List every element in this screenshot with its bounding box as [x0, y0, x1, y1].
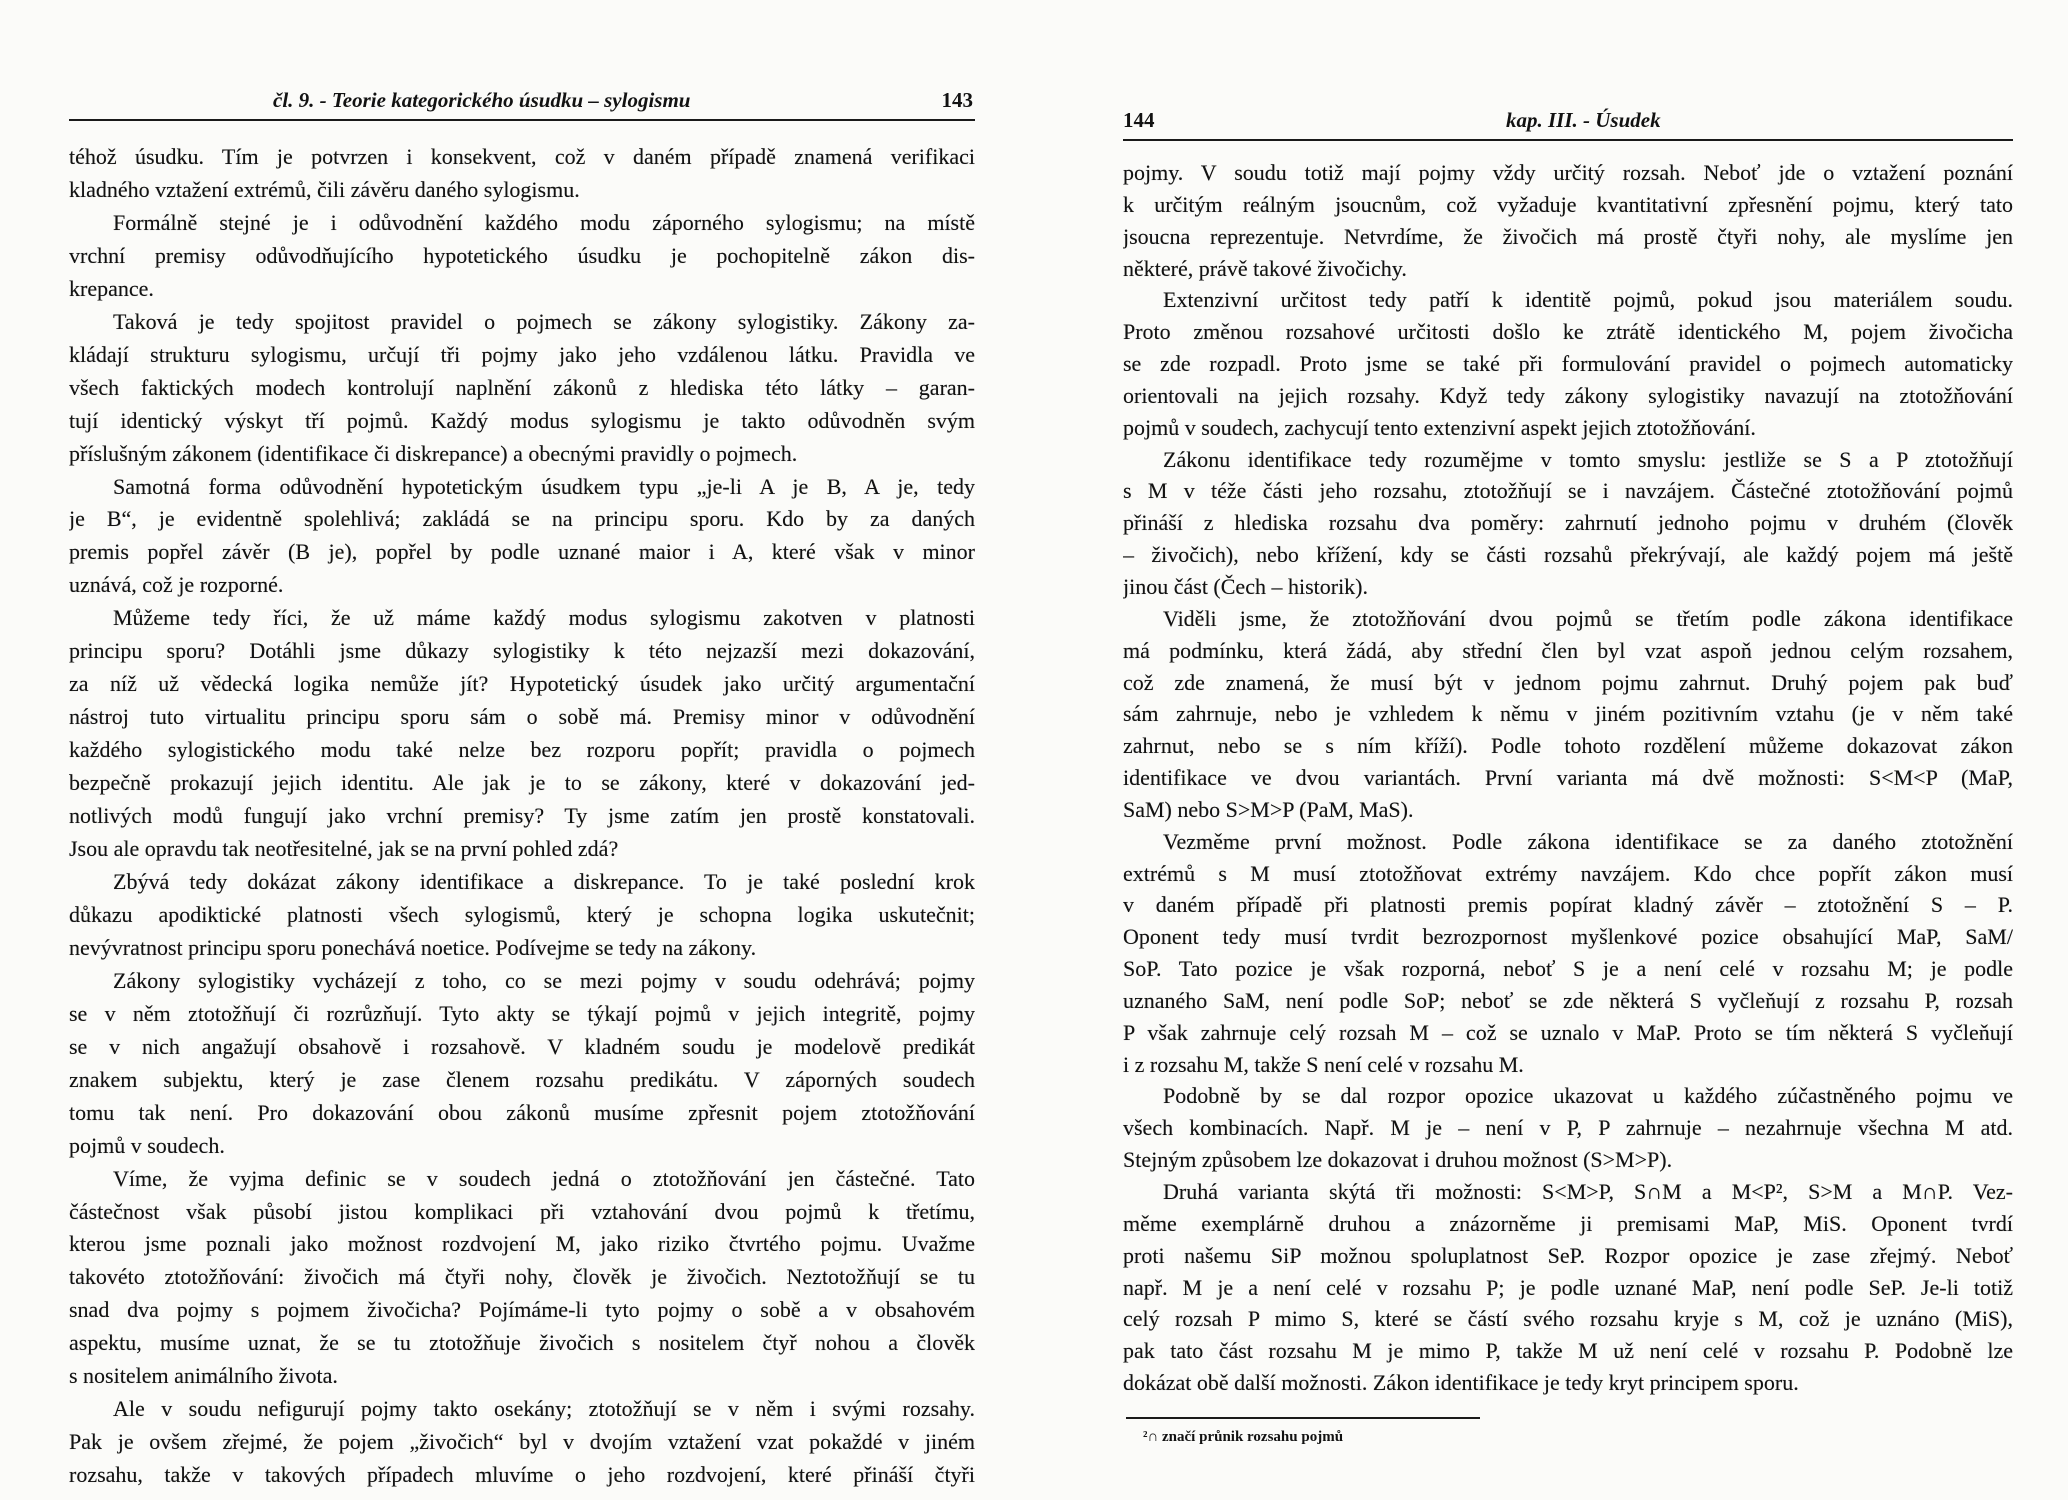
text-line: částečnost však působí jistou komplikaci při vztahování dvou pojmů k třetímu, — [69, 1198, 975, 1224]
text-line: SaM) nebo S>M>P (PaM, MaS). — [1123, 796, 1414, 822]
text-line: pojmů v soudech. — [69, 1132, 225, 1158]
text-line: např. M je a není celé v rozsahu P; je podle uznané MaP, není podle SeP. Je-li totiž — [1123, 1274, 2013, 1300]
text-line: s nositelem animálního života. — [69, 1363, 338, 1389]
text-line: s M v téže části jeho rozsahu, ztotožňují se i navzájem. Částečné ztotožňování pojmů — [1123, 478, 2013, 504]
text-line: jsoucna reprezentuje. Netvrdíme, že živočich má prostě čtyři nohy, ale myslíme jen — [1123, 223, 2013, 249]
text-line: Zákony sylogistiky vycházejí z toho, co se mezi pojmy v soudu odehrává; pojmy — [113, 967, 975, 993]
text-line: příslušným zákonem (identifikace či diskrepance) a obecnými pravidly o pojmech. — [69, 440, 798, 466]
text-line: znakem subjektu, který je zase členem rozsahu predikátu. V záporných soudech — [69, 1066, 975, 1092]
text-line: měme exemplárně druhou a znázorněme ji premisami MaP, MiS. Oponent tvrdí — [1123, 1210, 2013, 1236]
text-line: i z rozsahu M, takže S není celé v rozsahu M. — [1123, 1051, 1524, 1077]
text-line: bezpečně prokazují jejich identitu. Ale jak je to se zákony, které v dokazování jed- — [69, 770, 975, 796]
text-line: proti našemu SiP možnou spoluplatnost SeP. Rozpor opozice je zase zřejmý. Neboť — [1123, 1242, 2013, 1268]
text-line: extrémů s M musí ztotožňovat extrémy navzájem. Kdo chce popřít zákon musí — [1123, 860, 2013, 886]
text-line: Stejným způsobem lze dokazovat i druhou možnost (S>M>P). — [1123, 1147, 1673, 1173]
text-line: tomu tak není. Pro dokazování obou zákonů musíme zpřesnit pojem ztotožňování — [69, 1099, 975, 1125]
paragraph — [1123, 826, 2013, 1081]
paragraph — [1123, 1080, 2013, 1176]
text-line: vrchní premisy odůvodňujícího hypotetického úsudku je pochopitelně zákon dis- — [69, 242, 975, 268]
paragraph — [69, 866, 975, 965]
running-head: čl. 9. - Teorie kategorického úsudku – sylogismu — [273, 88, 691, 112]
text-line: uznaného SaM, není podle SoP; neboť se zde některá S vyčleňují z rozsahu P, rozsah — [1123, 987, 2013, 1013]
text-line: nevývratnost principu sporu ponechává noetice. Podívejme se tedy na zákony. — [69, 934, 757, 960]
page-number: 143 — [941, 88, 973, 112]
text-line: kterou jsme poznali jako možnost rozdvojení M, jako riziko čtvrtého pojmu. Uvažme — [69, 1231, 975, 1257]
text-line: Formálně stejné je i odůvodnění každého modu záporného sylogismu; na místě — [113, 209, 975, 235]
text-line: Podobně by se dal rozpor opozice ukazovat u každého zúčastněného pojmu ve — [1163, 1083, 2013, 1109]
text-line: Zákonu identifikace tedy rozumějme v tomto smyslu: jestliže se S a P ztotožňují — [1163, 446, 2013, 472]
footnote: ²∩ značí průnik rozsahu pojmů — [1143, 1429, 1344, 1445]
paragraph — [69, 207, 975, 306]
text-line: notlivých modů fungují jako vrchní premisy? Ty jsme zatím jen prostě konstatovali. — [69, 803, 975, 829]
text-line: Oponent tedy musí tvrdit bezrozpornost myšlenkové pozice obsahující MaP, SaM/ — [1123, 924, 2013, 950]
text-line: – živočich), nebo křížení, kdy se části rozsahů překrývají, ale každý pojem má ještě — [1123, 542, 2013, 568]
text-line: se v nich angažují obsahově i rozsahově. V kladném soudu je modelově predikát — [69, 1033, 975, 1059]
text-line: P však zahrnuje celý rozsah M – což se uznalo v MaP. Proto se tím některá S vyčleňují — [1123, 1019, 2013, 1045]
text-line: kladného vztažení extrémů, čili závěru daného sylogismu. — [69, 176, 580, 202]
header-rule — [69, 119, 975, 121]
text-line: Pak je ovšem zřejmé, že pojem „živočich“ byl v dvojím vztažení vzat pokaždé v jiném — [69, 1429, 975, 1455]
paragraph — [69, 141, 975, 207]
text-line: principu sporu? Dotáhli jsme důkazy sylogistiky k této nejzazší mezi dokazování, — [69, 638, 975, 664]
text-line: sám zahrnuje, nebo je vzhledem k němu v jiném pozitivním vztahu (je v něm také — [1123, 701, 2013, 727]
text-line: se v něm ztotožňují či rozrůzňují. Tyto akty se týkají pojmů v jejich integritě, pojmy — [69, 1000, 975, 1026]
paragraph — [1123, 444, 2013, 603]
text-line: všech faktických modech kontrolují naplnění zákonů z hlediska této látky – garan- — [69, 374, 975, 400]
text-line: dokázat obě další možnosti. Zákon identifikace je tedy kryt principem sporu. — [1123, 1370, 1799, 1396]
page-number: 144 — [1123, 108, 1155, 132]
header-rule — [1123, 139, 2013, 141]
text-line: Můžeme tedy říci, že už máme každý modus sylogismu zakotven v platnosti — [113, 605, 975, 631]
text-line: Viděli jsme, že ztotožňování dvou pojmů se třetím podle zákona identifikace — [1163, 605, 2013, 631]
paragraph — [1123, 603, 2013, 826]
text-line: pojmů v soudech, zachycují tento extenzivní aspekt jejich ztotožňování. — [1123, 414, 1756, 440]
text-line: takovéto ztotožňování: živočich má čtyři nohy, člověk je živočich. Neztotožňují se tu — [69, 1264, 975, 1290]
text-line: Taková je tedy spojitost pravidel o pojmech se zákony sylogistiky. Zákony za- — [113, 308, 975, 334]
text-line: za níž už vědecká logika nemůže jít? Hypotetický úsudek jako určitý argumentační — [69, 671, 975, 697]
text-line: rozsahu, takže v takových případech mluvíme o jeho rozdvojení, které přináší čtyři — [69, 1462, 975, 1488]
text-line: je B“, je evidentně spolehlivá; zakládá se na principu sporu. Kdo by za daných — [69, 506, 975, 532]
text-line: kládají strukturu sylogismu, určují tři pojmy jako jeho vzdálenou látku. Pravidla ve — [69, 341, 975, 367]
text-line: přináší z hlediska rozsahu dva poměry: zahrnutí jednoho pojmu v druhém (člověk — [1123, 510, 2013, 536]
page-text — [69, 141, 975, 1492]
paragraph — [69, 1393, 975, 1492]
text-line: tují identický výskyt tří pojmů. Každý modus sylogismu je takto odůvodněn svým — [69, 407, 975, 433]
text-line: se zde rozpadl. Proto jsme se také při formulování pravidel o pojmech automaticky — [1123, 351, 2013, 377]
page-text — [1123, 157, 2013, 1399]
text-line: Zbývá tedy dokázat zákony identifikace a diskrepance. To je také poslední krok — [113, 868, 975, 894]
text-line: všech kombinacích. Např. M je – není v P, P zahrnuje – nezahrnuje všechna M atd. — [1123, 1115, 2013, 1141]
text-line: má podmínku, která žádá, aby střední člen byl vzat aspoň jednou celým rozsahem, — [1123, 637, 2013, 663]
text-line: premis popřel závěr (B je), popřel by podle uznané maior i A, které však v minor — [69, 539, 975, 565]
paragraph — [1123, 157, 2013, 284]
text-line: celý rozsah P mimo S, které se částí svého rozsahu kryje s M, což je uznáno (MiS), — [1123, 1306, 2013, 1332]
text-line: některé, právě takové živočichy. — [1123, 255, 1407, 281]
text-line: krepance. — [69, 275, 154, 301]
paragraph — [69, 965, 975, 1163]
text-line: Extenzivní určitost tedy patří k identitě pojmů, pokud jsou materiálem soudu. — [1163, 287, 2013, 313]
text-line: identifikace ve dvou variantách. První varianta má dvě možnosti: S<M<P (MaP, — [1123, 765, 2013, 791]
paragraph — [1123, 284, 2013, 443]
left-page — [69, 0, 975, 1500]
text-line: v daném případě při platnosti premis popírat kladný závěr – ztotožnění S – P. — [1123, 892, 2013, 918]
text-line: Samotná forma odůvodnění hypotetickým úsudkem typu „je-li A je B, A je, tedy — [113, 473, 975, 499]
text-line: nástroj tuto virtualitu principu sporu sám o sobě má. Premisy minor v odůvodnění — [69, 704, 975, 730]
text-line: pak tato část rozsahu M je mimo P, takže M už není celé v rozsahu P. Podobně lze — [1123, 1338, 2013, 1364]
text-line: k určitým reálným jsoucnům, což vyžaduje kvantitativní zpřesnění pojmu, který tato — [1123, 191, 2013, 217]
text-line: SoP. Tato pozice je však rozporná, neboť S je a není celé v rozsahu M; je podle — [1123, 956, 2013, 982]
footnote-rule — [1126, 1417, 1480, 1419]
text-line: orientovali na jejich rozsahy. Když tedy zákony sylogistiky navazují na ztotožňování — [1123, 382, 2013, 408]
text-line: téhož úsudku. Tím je potvrzen i konsekvent, což v daném případě znamená verifikaci — [69, 144, 975, 169]
paragraph — [69, 471, 975, 603]
text-line: Vezměme první možnost. Podle zákona identifikace se za daného ztotožnění — [1163, 828, 2013, 854]
text-line: což zde znamená, že musí být v jednom pojmu zahrnut. Druhý pojem pak buď — [1123, 669, 2013, 695]
running-head: kap. III. - Úsudek — [1506, 108, 1661, 132]
text-line: Proto změnou rozsahové určitosti došlo ke ztrátě identického M, pojem živočicha — [1123, 319, 2013, 345]
paragraph — [69, 1163, 975, 1394]
text-line: Víme, že vyjma definic se v soudech jedná o ztotožňování jen částečné. Tato — [113, 1165, 975, 1191]
paragraph — [1123, 1176, 2013, 1399]
text-line: aspektu, musíme uznat, že se tu ztotožňuje živočich s nositelem čtyř nohou a člověk — [69, 1330, 975, 1356]
text-line: pojmy. V soudu totiž mají pojmy vždy určitý rozsah. Neboť jde o vztažení poznání — [1123, 160, 2013, 185]
text-line: jinou část (Čech – historik). — [1123, 573, 1369, 599]
text-line: každého sylogistického modu také nelze bez rozporu popřít; pravidla o pojmech — [69, 737, 975, 763]
right-page — [1123, 0, 2013, 1500]
paragraph — [69, 602, 975, 866]
text-line: Ale v soudu nefigurují pojmy takto osekány; ztotožňují se v něm i svými rozsahy. — [113, 1396, 975, 1422]
text-line: snad dva pojmy s pojmem živočicha? Pojímáme-li tyto pojmy o sobě a v obsahovém — [69, 1297, 975, 1323]
text-line: zahrnut, nebo se s ním kříží). Podle tohoto rozdělení můžeme dokazovat zákon — [1123, 733, 2013, 759]
paragraph — [69, 306, 975, 471]
text-line: důkazu apodiktické platnosti všech sylogismů, který je schopna logika uskutečnit; — [69, 901, 975, 927]
text-line: uznává, což je rozporné. — [69, 572, 284, 598]
text-line: Jsou ale opravdu tak neotřesitelné, jak se na první pohled zdá? — [69, 836, 619, 862]
text-line: Druhá varianta skýtá tři možnosti: S<M>P, S∩M a M<P², S>M a M∩P. Vez- — [1163, 1179, 2013, 1204]
